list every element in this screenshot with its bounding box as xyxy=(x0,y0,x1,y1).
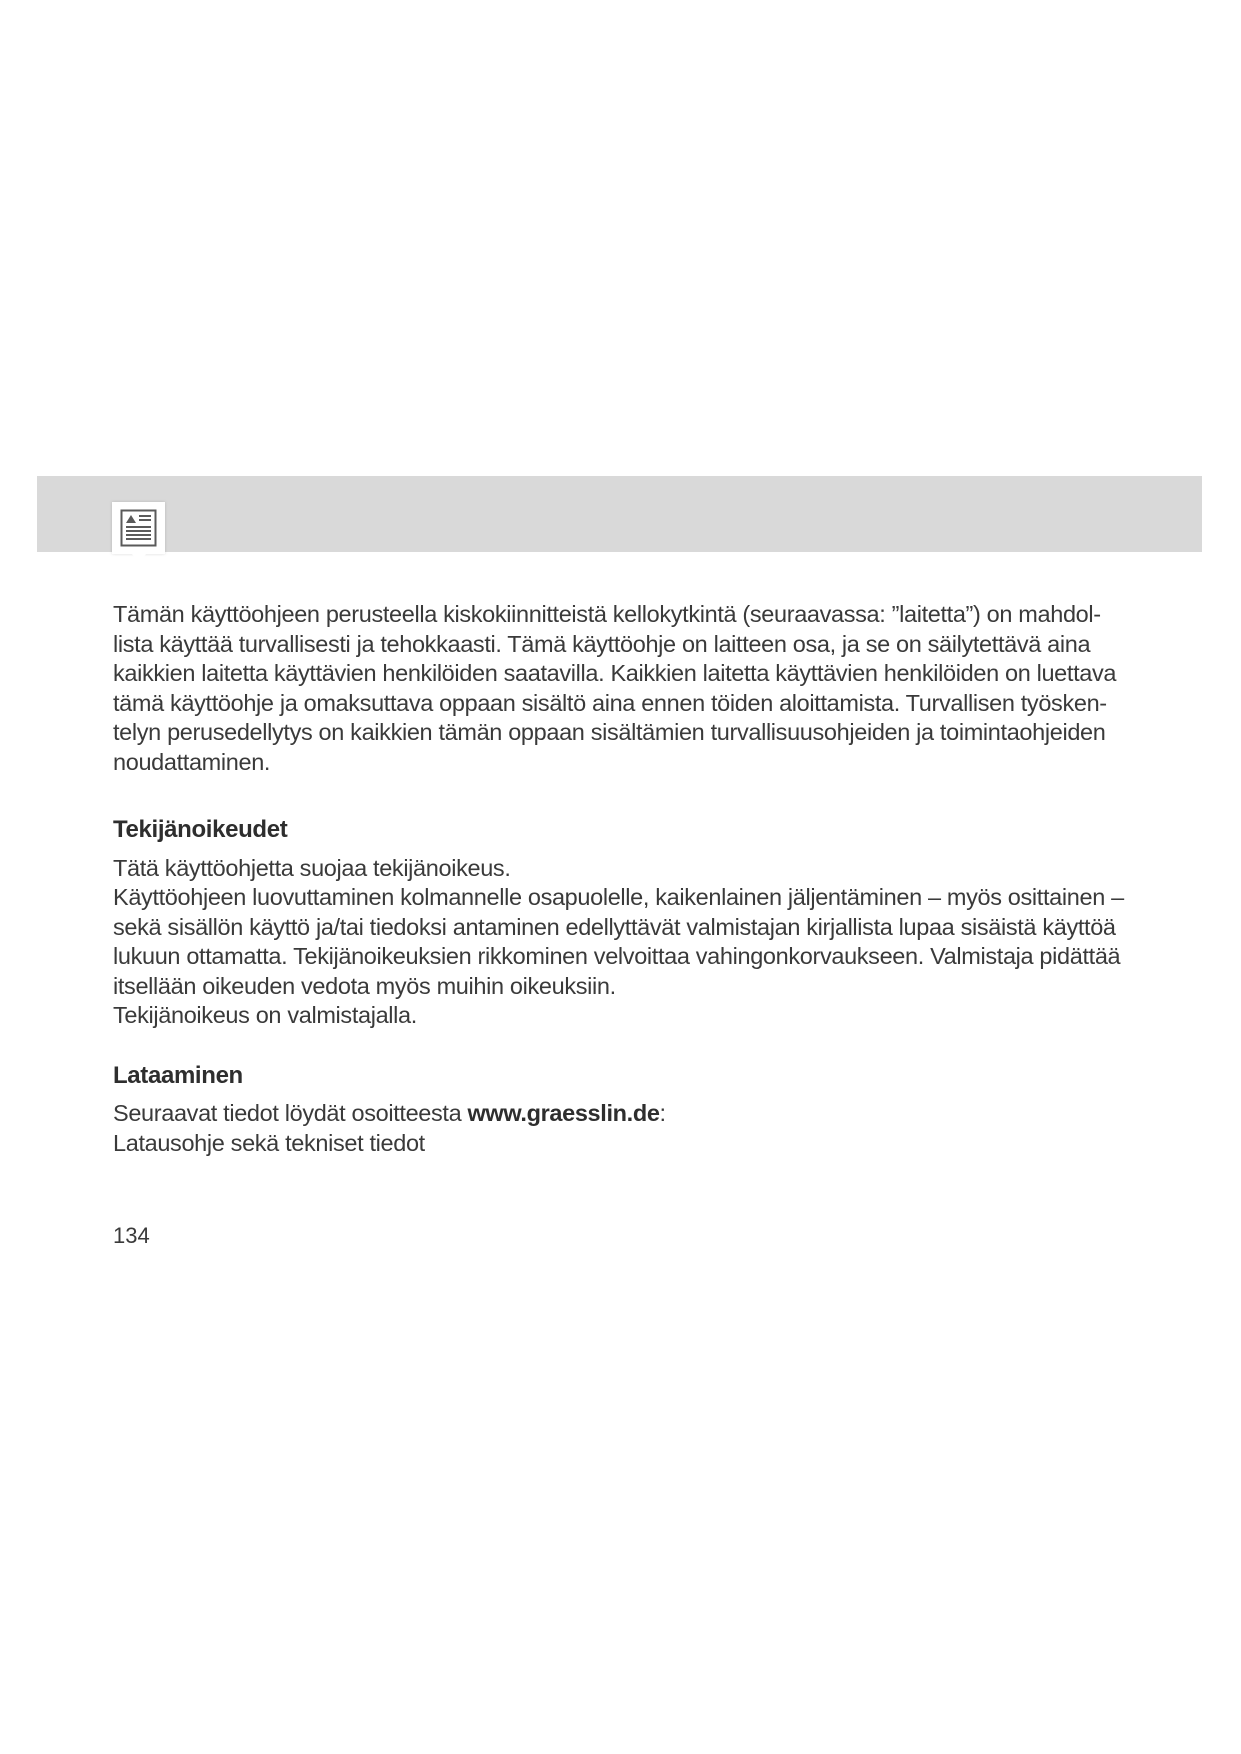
website-link[interactable]: www.graesslin.de xyxy=(467,1100,660,1126)
download-line: Latausohje sekä tekniset tiedot xyxy=(113,1129,425,1156)
copyright-line: Tekijänoikeus on valmistajalla. xyxy=(113,1002,417,1028)
copyright-line: Käyttöohjeen luovuttaminen kolmannelle osapuolelle, kaikenlainen jäljentäminen – myös osittainen – xyxy=(113,884,1124,910)
intro-line: noudattaminen. xyxy=(113,748,271,775)
page-number: 134 xyxy=(113,1223,150,1248)
intro-line: telyn perusedellytys on kaikkien tämän oppaan sisältämien turvallisuusohjeiden ja toimintaohjeiden xyxy=(113,719,1106,745)
document-content xyxy=(113,600,1133,1158)
copyright-line: sekä sisällön käyttö ja/tai tiedoksi antaminen edellyttävät valmistajan kirjallista lupaa sisäistä käyttöä xyxy=(113,913,1116,940)
document-info-icon xyxy=(112,502,165,554)
copyright-paragraph xyxy=(113,854,1133,1031)
intro-paragraph xyxy=(113,600,1133,777)
copyright-line: lukuun ottamatta. Tekijänoikeuksien rikkominen velvoittaa vahingonkorvaukseen. Valmistaja pidättää xyxy=(113,943,1121,969)
section-header-band xyxy=(37,476,1202,552)
download-suffix: : xyxy=(659,1100,666,1126)
intro-line: tämä käyttöohje ja omaksuttava oppaan sisältö aina ennen töiden aloittamista. Turvallisen työsken- xyxy=(113,689,1107,716)
download-heading: Lataaminen xyxy=(113,1061,243,1089)
document-icon-graphic xyxy=(120,509,157,547)
download-paragraph xyxy=(113,1099,1133,1158)
intro-line: Tämän käyttöohjeen perusteella kiskokiinnitteistä kellokytkintä (seuraavassa: ”laitetta”) on mahdol- xyxy=(113,601,1101,627)
copyright-line: itsellään oikeuden vedota myös muihin oikeuksiin. xyxy=(113,972,616,999)
intro-line: kaikkien laitetta käyttävien henkilöiden saatavilla. Kaikkien laitetta käyttävien henkilöiden on luettava xyxy=(113,660,1117,686)
intro-line: lista käyttää turvallisesti ja tehokkaasti. Tämä käyttöohje on laitteen osa, ja se on säilytettävä aina xyxy=(113,630,1091,657)
download-prefix: Seuraavat tiedot löydät osoitteesta xyxy=(113,1100,468,1126)
download-line xyxy=(113,1099,1133,1129)
copyright-heading: Tekijänoikeudet xyxy=(113,816,288,843)
copyright-line: Tätä käyttöohjetta suojaa tekijänoikeus. xyxy=(113,854,511,881)
